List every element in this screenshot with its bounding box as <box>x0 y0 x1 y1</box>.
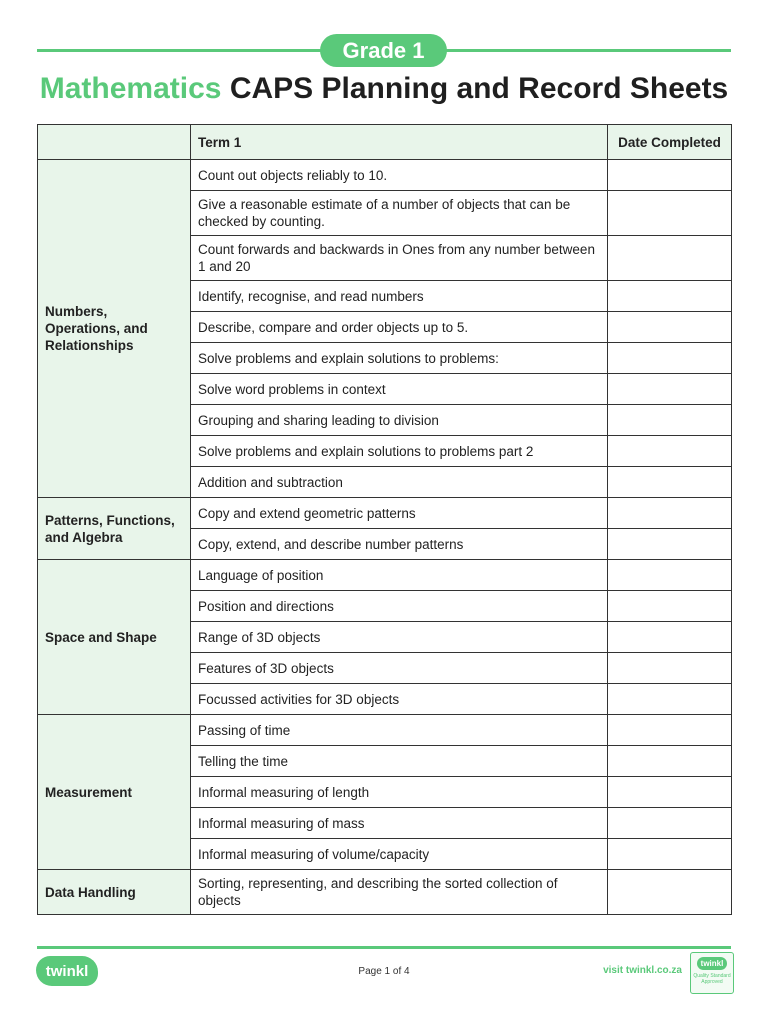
topic-cell: Give a reasonable estimate of a number of objects that can be checked by counting. <box>191 191 608 236</box>
website-link[interactable]: visit twinkl.co.za <box>603 965 682 976</box>
date-completed-cell[interactable] <box>608 715 732 746</box>
quality-badge <box>690 952 734 994</box>
topic-cell: Grouping and sharing leading to division <box>191 405 608 436</box>
topic-cell: Solve problems and explain solutions to problems: <box>191 343 608 374</box>
topic-cell: Describe, compare and order objects up to 5. <box>191 312 608 343</box>
date-completed-cell[interactable] <box>608 160 732 191</box>
title-accent: Mathematics <box>39 72 222 105</box>
twinkl-logo[interactable]: twinkl <box>36 956 98 986</box>
date-completed-cell[interactable] <box>608 343 732 374</box>
topic-cell: Sorting, representing, and describing the sorted collection of objects <box>191 870 608 915</box>
date-completed-cell[interactable] <box>608 591 732 622</box>
footer-rule <box>37 946 731 949</box>
topic-cell: Telling the time <box>191 746 608 777</box>
date-completed-cell[interactable] <box>608 560 732 591</box>
date-completed-cell[interactable] <box>608 191 732 236</box>
topic-cell: Solve word problems in context <box>191 374 608 405</box>
date-completed-cell[interactable] <box>608 684 732 715</box>
date-completed-cell[interactable] <box>608 374 732 405</box>
table-row <box>38 870 732 915</box>
date-completed-cell[interactable] <box>608 312 732 343</box>
strand-cell: Measurement <box>38 715 191 870</box>
table-row <box>38 498 732 529</box>
strand-cell: Space and Shape <box>38 560 191 715</box>
topic-cell: Copy, extend, and describe number patterns <box>191 529 608 560</box>
term-header: Term 1 <box>191 125 608 160</box>
date-completed-header: Date Completed <box>608 125 732 160</box>
topic-cell: Informal measuring of length <box>191 777 608 808</box>
date-completed-cell[interactable] <box>608 236 732 281</box>
title-rest: CAPS Planning and Record Sheets <box>229 72 729 105</box>
strand-cell: Patterns, Functions, and Algebra <box>38 498 191 560</box>
topic-cell: Range of 3D objects <box>191 622 608 653</box>
topic-cell: Features of 3D objects <box>191 653 608 684</box>
topic-cell: Passing of time <box>191 715 608 746</box>
date-completed-cell[interactable] <box>608 467 732 498</box>
page-number: Page 1 of 4 <box>358 966 410 977</box>
date-completed-cell[interactable] <box>608 436 732 467</box>
date-completed-cell[interactable] <box>608 870 732 915</box>
date-completed-cell[interactable] <box>608 777 732 808</box>
table-row <box>38 715 732 746</box>
record-table <box>37 124 732 915</box>
topic-cell: Solve problems and explain solutions to problems part 2 <box>191 436 608 467</box>
date-completed-cell[interactable] <box>608 622 732 653</box>
topic-cell: Count forwards and backwards in Ones from any number between 1 and 20 <box>191 236 608 281</box>
topic-cell: Count out objects reliably to 10. <box>191 160 608 191</box>
strand-cell: Numbers, Operations, and Relationships <box>38 160 191 498</box>
topic-cell: Informal measuring of volume/capacity <box>191 839 608 870</box>
table-row <box>38 160 732 191</box>
date-completed-cell[interactable] <box>608 839 732 870</box>
topic-cell: Informal measuring of mass <box>191 808 608 839</box>
strand-header <box>38 125 191 160</box>
page-title <box>0 72 768 106</box>
date-completed-cell[interactable] <box>608 746 732 777</box>
table-row <box>38 560 732 591</box>
date-completed-cell[interactable] <box>608 653 732 684</box>
table-header-row <box>38 125 732 160</box>
topic-cell: Copy and extend geometric patterns <box>191 498 608 529</box>
topic-cell: Identify, recognise, and read numbers <box>191 281 608 312</box>
topic-cell: Focussed activities for 3D objects <box>191 684 608 715</box>
date-completed-cell[interactable] <box>608 405 732 436</box>
topic-cell: Position and directions <box>191 591 608 622</box>
badge-text: Quality Standard Approved <box>693 973 731 985</box>
strand-cell: Data Handling <box>38 870 191 915</box>
date-completed-cell[interactable] <box>608 808 732 839</box>
date-completed-cell[interactable] <box>608 529 732 560</box>
grade-badge: Grade 1 <box>320 34 447 67</box>
badge-logo: twinkl <box>697 957 727 970</box>
topic-cell: Addition and subtraction <box>191 467 608 498</box>
topic-cell: Language of position <box>191 560 608 591</box>
date-completed-cell[interactable] <box>608 281 732 312</box>
date-completed-cell[interactable] <box>608 498 732 529</box>
